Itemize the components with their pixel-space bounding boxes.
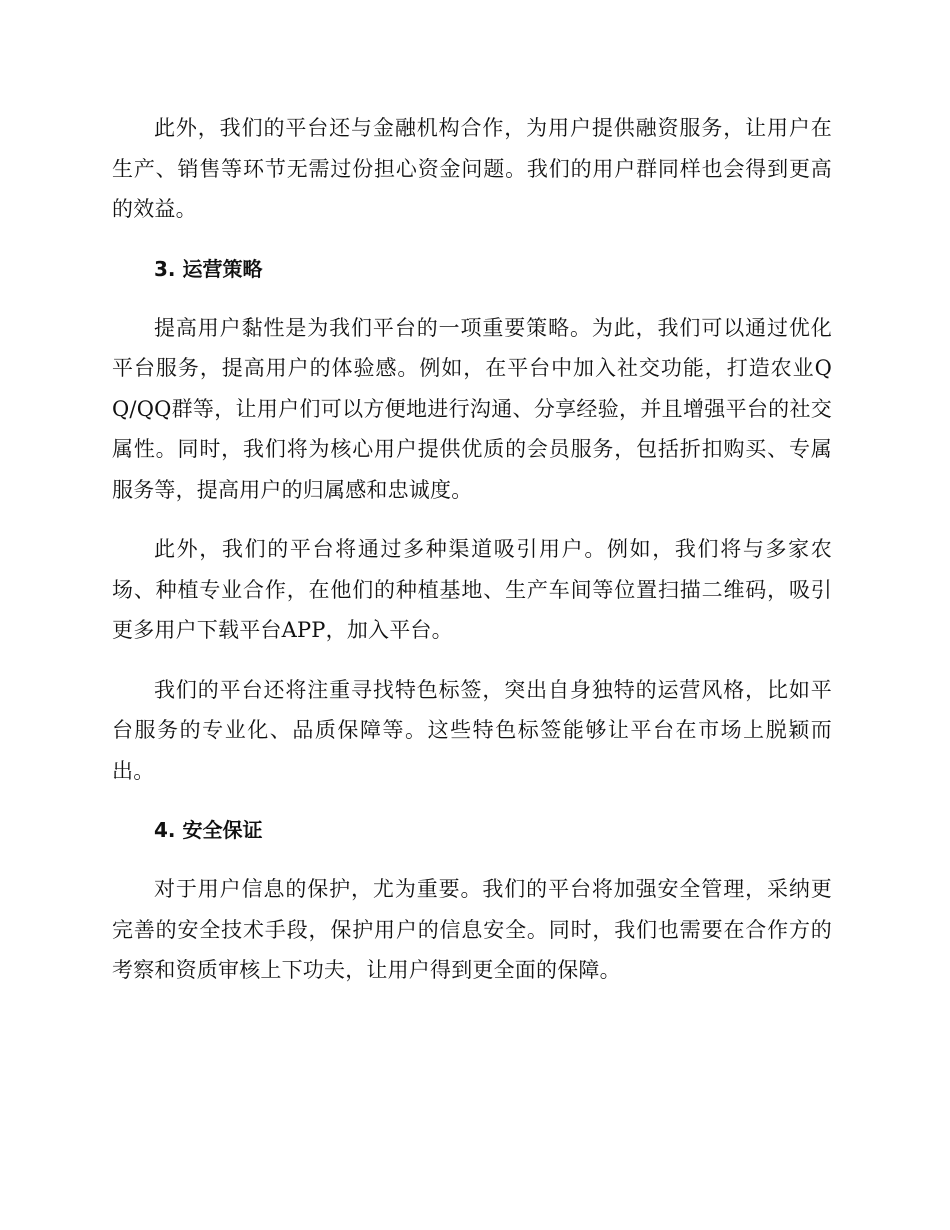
document-body [112, 108, 832, 991]
paragraph-user-stickiness: 提高用户黏性是为我们平台的一项重要策略。为此，我们可以通过优化平台服务，提高用户的体验感。例如，在平台中加入社交功能，打造农业QQ/QQ群等，让用户们可以方便地进行沟通、分享经验，并且增强平台的社交属性。同时，我们将为核心用户提供优质的会员服务，包括折扣购买、专属服务等，提高用户的归属感和忠诚度。 [112, 315, 832, 502]
paragraph-financing: 此外，我们的平台还与金融机构合作，为用户提供融资服务，让用户在生产、销售等环节无需过份担心资金问题。我们的用户群同样也会得到更高的效益。 [112, 116, 832, 221]
paragraph-user-acquisition: 此外，我们的平台将通过多种渠道吸引用户。例如，我们将与多家农场、种植专业合作，在他们的种植基地、生产车间等位置扫描二维码，吸引更多用户下载平台APP，加入平台。 [112, 537, 832, 642]
section-heading-operations: 3. 运营策略 [154, 256, 263, 281]
paragraph-feature-tags: 我们的平台还将注重寻找特色标签，突出自身独特的运营风格，比如平台服务的专业化、品质保障等。这些特色标签能够让平台在市场上脱颖而出。 [112, 677, 832, 783]
section-heading-security: 4. 安全保证 [154, 818, 263, 842]
paragraph-security: 对于用户信息的保护，尤为重要。我们的平台将加强安全管理，采纳更完善的安全技术手段，保护用户的信息安全。同时，我们也需要在合作方的考察和资质审核上下功夫，让用户得到更全面的保障。 [112, 877, 832, 982]
